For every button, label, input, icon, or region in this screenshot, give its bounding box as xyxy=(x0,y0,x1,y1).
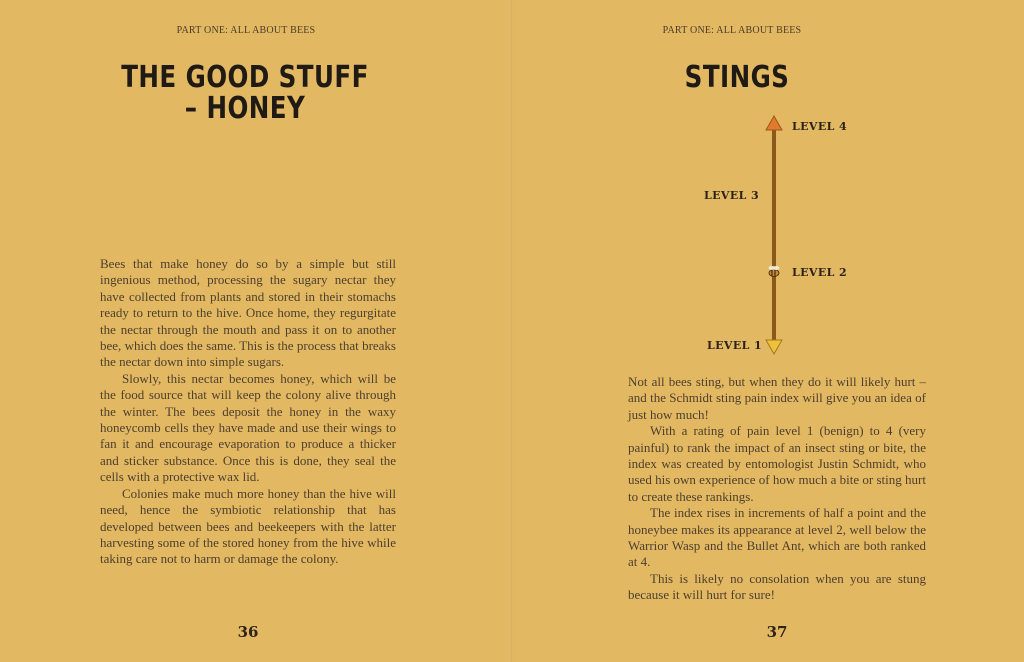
paragraph: With a rating of pain level 1 (benign) to 4 (very painful) to rank the impact of an insect sting or bite, the index was created by entomologist Justin Schmidt, who used his own experience of how much a bite or sting hurt to create these rankings. xyxy=(628,423,926,504)
running-head-left: PART ONE: ALL ABOUT BEES xyxy=(176,25,316,36)
title-line-1: THE GOOD STUFF xyxy=(121,60,369,95)
level-2-label: LEVEL 2 xyxy=(792,266,848,279)
arrow-down-icon xyxy=(766,340,782,354)
page-title-right: STINGS xyxy=(684,60,790,95)
sting-scale-arrow xyxy=(762,110,792,360)
page-title-left xyxy=(35,62,455,124)
paragraph: Slowly, this nectar becomes honey, which will be the food source that will keep the colony alive through the winter. The bees deposit the honey in the waxy honeycomb cells they have made and use their wings to fan it and encourage evaporation to produce a thicker and sticker substance. Once this is done, they seal the cells with a protective wax lid. xyxy=(100,370,396,485)
paragraph: This is likely no consolation when you are stung because it will hurt for sure! xyxy=(628,570,926,603)
paragraph: Not all bees sting, but when they do it will likely hurt – and the Schmidt sting pain index will give you an idea of just how much! xyxy=(628,374,926,422)
arrow-up-icon xyxy=(766,116,782,130)
page-number-right: 37 xyxy=(766,623,788,641)
page-number-left: 36 xyxy=(237,623,259,641)
paragraph: The index rises in increments of half a point and the honeybee makes its appearance at level 2, well below the Warrior Wasp and the Bullet Ant, which are both ranked at 4. xyxy=(628,505,926,570)
level-1-label: LEVEL 1 xyxy=(707,339,763,352)
body-text-right xyxy=(628,374,926,604)
body-text-left xyxy=(100,256,396,568)
paragraph: Bees that make honey do so by a simple but still ingenious method, processing the sugary nectar they have collected from plants and stored in their stomachs ready to return to the hive. Once home, they regurgitate the nectar through the mouth and pass it on to another bee, which does the same. This is the process that breaks the nectar down into simple sugars. xyxy=(100,256,396,370)
honeybee-icon xyxy=(769,266,780,277)
right-page xyxy=(512,0,1024,662)
paragraph: Colonies make much more honey than the hive will need, hence the symbiotic relationship that has developed between bees and beekeepers with the latter harvesting some of the stored honey from the hive while taking care not to harm or damage the colony. xyxy=(100,485,396,567)
level-3-label: LEVEL 3 xyxy=(704,189,760,202)
level-4-label: LEVEL 4 xyxy=(792,120,848,133)
title-line-2: – HONEY xyxy=(184,91,306,126)
running-head-right: PART ONE: ALL ABOUT BEES xyxy=(662,25,802,36)
